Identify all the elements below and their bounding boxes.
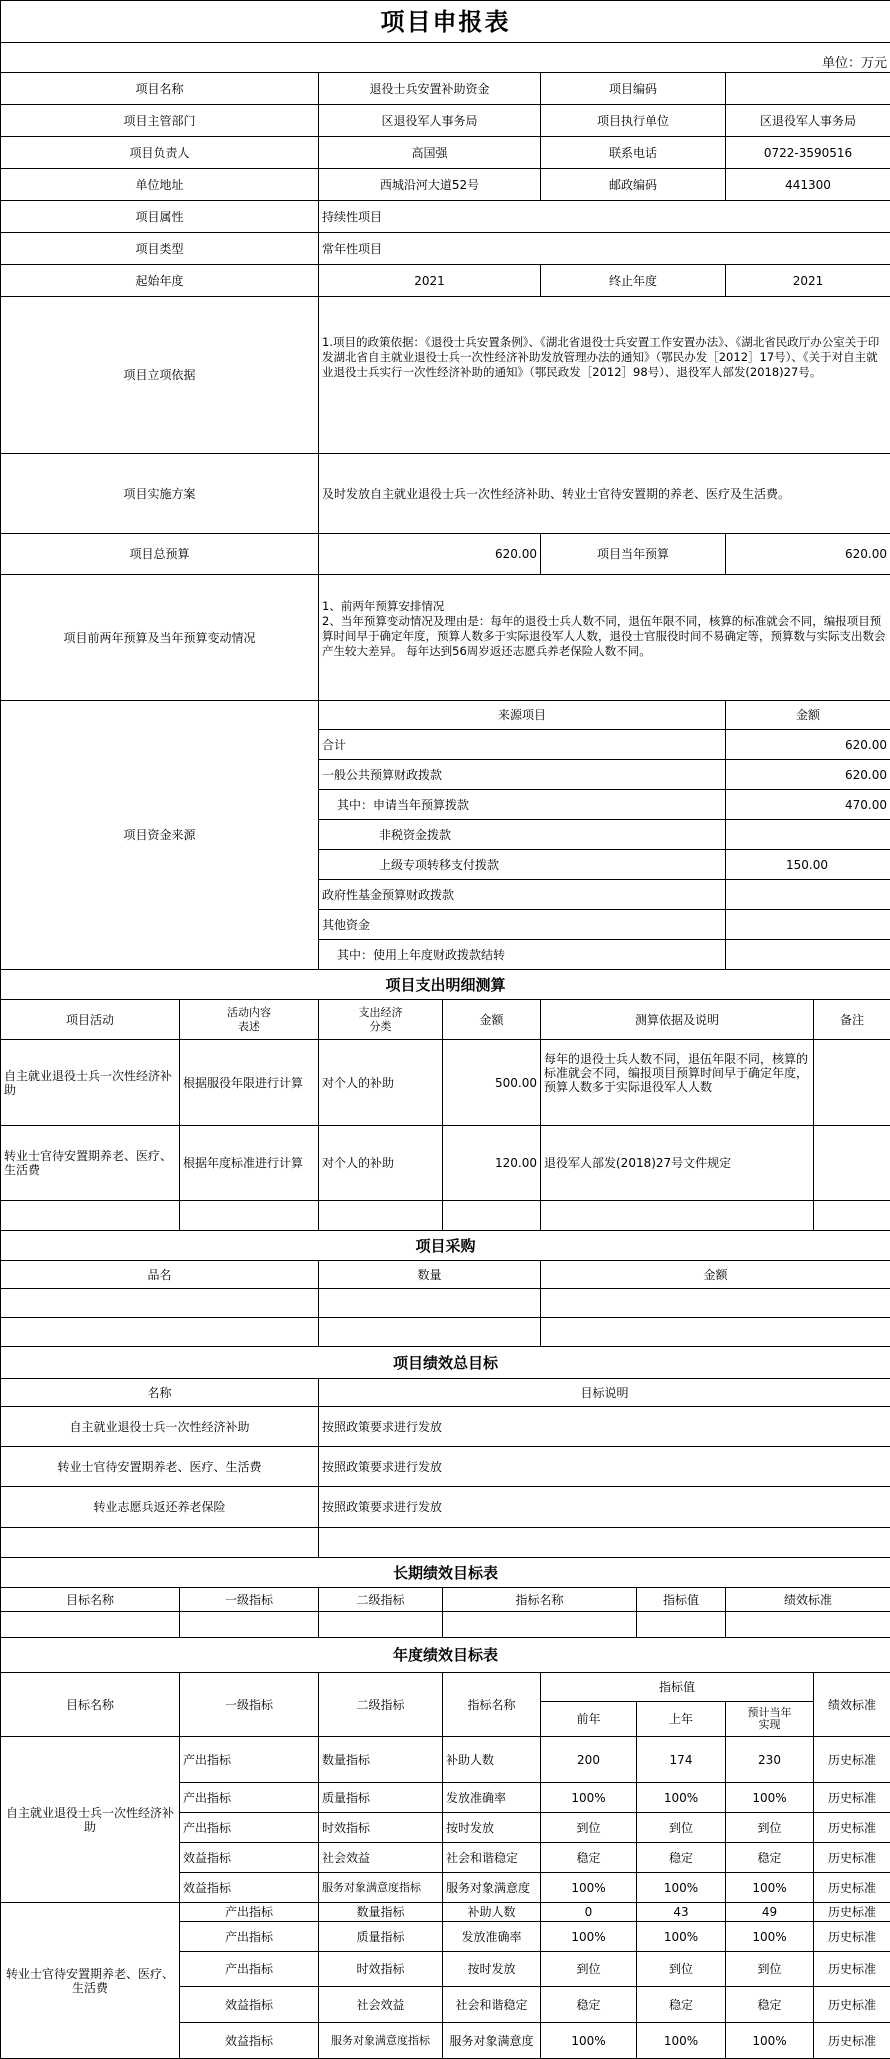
annual-row-curr: 100%	[726, 1922, 814, 1952]
annual-row-lvl1: 产出指标	[180, 1783, 319, 1813]
expense-section-title: 项目支出明细测算	[1, 970, 890, 1000]
annual-row-lvl2: 质量指标	[319, 1783, 443, 1813]
overall-goal-row-name: 转业志愿兵返还养老保险	[1, 1487, 319, 1528]
funding-amount-header: 金额	[726, 701, 890, 730]
overall-goal-section-title: 项目绩效总目标	[1, 1347, 890, 1379]
long-term-empty-cell	[726, 1612, 890, 1638]
annual-row-prev1: 43	[637, 1903, 726, 1922]
project-code-label: 项目编码	[541, 73, 726, 105]
annual-row-prev2: 到位	[541, 1952, 637, 1987]
annual-row-std: 历史标准	[814, 2023, 890, 2059]
funding-row-amount	[726, 940, 890, 970]
expense-header-note: 备注	[814, 1000, 890, 1040]
expense-row-basis: 退役军人部发(2018)27号文件规定	[541, 1126, 814, 1201]
funding-row-name: 非税资金拨款	[319, 820, 726, 850]
overall-goal-row-desc: 按照政策要求进行发放	[319, 1447, 890, 1487]
annual-row-lvl1: 产出指标	[180, 1952, 319, 1987]
procurement-empty-cell	[1, 1318, 319, 1347]
annual-row-prev2: 100%	[541, 1922, 637, 1952]
overall-goal-empty-cell	[1, 1528, 319, 1558]
long-term-empty-cell	[443, 1612, 637, 1638]
annual-row-prev1: 稳定	[637, 1843, 726, 1873]
expense-empty-cell	[319, 1201, 443, 1231]
annual-row-name: 补助人数	[443, 1903, 541, 1922]
annual-row-prev2: 200	[541, 1737, 637, 1783]
leader-value: 高国强	[319, 137, 541, 169]
annual-row-name: 社会和谐稳定	[443, 1843, 541, 1873]
overall-goal-row-name: 转业士官待安置期养老、医疗、生活费	[1, 1447, 319, 1487]
annual-header-curr: 预计当年 实现	[726, 1702, 814, 1737]
expense-row-amount: 500.00	[443, 1040, 541, 1126]
long-term-header: 一级指标	[180, 1588, 319, 1612]
procurement-header-qty: 数量	[319, 1261, 541, 1289]
annual-row-lvl2: 社会效益	[319, 1843, 443, 1873]
annual-row-lvl2: 时效指标	[319, 1952, 443, 1987]
annual-row-prev1: 100%	[637, 1873, 726, 1903]
annual-row-curr: 230	[726, 1737, 814, 1783]
unit-label: 单位：万元	[1, 43, 890, 73]
annual-row-lvl2: 服务对象满意度指标	[319, 1873, 443, 1903]
annual-row-prev2: 到位	[541, 1813, 637, 1843]
basis-label: 项目立项依据	[1, 297, 319, 454]
plan-label: 项目实施方案	[1, 454, 319, 534]
funding-row-amount	[726, 910, 890, 940]
annual-row-name: 社会和谐稳定	[443, 1987, 541, 2023]
long-term-header: 二级指标	[319, 1588, 443, 1612]
annual-row-std: 历史标准	[814, 1843, 890, 1873]
overall-goal-header-name: 名称	[1, 1379, 319, 1407]
annual-row-name: 按时发放	[443, 1813, 541, 1843]
funding-row-name: 合计	[319, 730, 726, 760]
annual-header-name: 指标名称	[443, 1673, 541, 1737]
leader-label: 项目负责人	[1, 137, 319, 169]
expense-header-amount: 金额	[443, 1000, 541, 1040]
overall-goal-row-desc: 按照政策要求进行发放	[319, 1487, 890, 1528]
annual-header-value: 指标值	[541, 1673, 814, 1702]
funding-row-amount	[726, 820, 890, 850]
annual-row-name: 发放准确率	[443, 1783, 541, 1813]
start-year-label: 起始年度	[1, 265, 319, 297]
annual-row-lvl1: 产出指标	[180, 1813, 319, 1843]
annual-header-prev1: 上年	[637, 1702, 726, 1737]
annual-row-std: 历史标准	[814, 1873, 890, 1903]
address-label: 单位地址	[1, 169, 319, 201]
expense-header-activity: 项目活动	[1, 1000, 180, 1040]
project-name-label: 项目名称	[1, 73, 319, 105]
form-title: 项目申报表	[1, 1, 890, 43]
annual-row-curr: 稳定	[726, 1987, 814, 2023]
expense-empty-cell	[443, 1201, 541, 1231]
expense-row-note	[814, 1040, 890, 1126]
long-term-section-title: 长期绩效目标表	[1, 1558, 890, 1588]
expense-row-category: 对个人的补助	[319, 1126, 443, 1201]
annual-row-prev1: 稳定	[637, 1987, 726, 2023]
year-budget-label: 项目当年预算	[541, 534, 726, 575]
annual-row-name: 补助人数	[443, 1737, 541, 1783]
funding-row-name: 上级专项转移支付拨款	[319, 850, 726, 880]
annual-row-curr: 100%	[726, 1783, 814, 1813]
long-term-empty-cell	[180, 1612, 319, 1638]
address-value: 西城沿河大道52号	[319, 169, 541, 201]
annual-row-prev1: 到位	[637, 1952, 726, 1987]
expense-row-content: 根据服役年限进行计算	[180, 1040, 319, 1126]
annual-row-name: 服务对象满意度	[443, 2023, 541, 2059]
budget-change-label: 项目前两年预算及当年预算变动情况	[1, 575, 319, 701]
funding-label: 项目资金来源	[1, 701, 319, 970]
overall-goal-empty-cell	[319, 1528, 890, 1558]
funding-source-header: 来源项目	[319, 701, 726, 730]
expense-row-activity: 自主就业退役士兵一次性经济补助	[1, 1040, 180, 1126]
overall-goal-header-desc: 目标说明	[319, 1379, 890, 1407]
annual-row-name: 服务对象满意度	[443, 1873, 541, 1903]
annual-row-curr: 100%	[726, 2023, 814, 2059]
funding-row-name: 其中：申请当年预算拨款	[319, 790, 726, 820]
exec-unit-value: 区退役军人事务局	[726, 105, 890, 137]
annual-row-std: 历史标准	[814, 1987, 890, 2023]
type-value: 常年性项目	[319, 233, 890, 265]
budget-change-line2: 2、当年预算变动情况及理由是：每年的退役士兵人数不同，退伍年限不同，核算的标准就会不同，编报项目预算时间早于确定年度，预算人数多于实际退役军人人数，退役士官服役时间不易确定等，预算数与实际支出数会产生较大差异。 每年达到56周岁返还志愿兵养老保险人数不同。	[322, 614, 887, 659]
annual-row-lvl2: 社会效益	[319, 1987, 443, 2023]
expense-empty-cell	[814, 1201, 890, 1231]
annual-row-curr: 稳定	[726, 1843, 814, 1873]
procurement-section-title: 项目采购	[1, 1231, 890, 1261]
annual-row-lvl2: 服务对象满意度指标	[319, 2023, 443, 2059]
budget-change-value	[319, 575, 890, 701]
annual-row-lvl1: 效益指标	[180, 1873, 319, 1903]
attr-value: 持续性项目	[319, 201, 890, 233]
long-term-empty-cell	[319, 1612, 443, 1638]
basis-value: 1.项目的政策依据：《退役士兵安置条例》、《湖北省退役士兵安置工作安置办法》、《湖北省民政厅办公室关于印发湖北省自主就业退役士兵一次性经济补助发放管理办法的通知》（鄂民办发［2012］17号）、《关于对自主就业退役士兵实行一次性经济补助的通知》（鄂民政发［2012］98号）、退役军人部发(2018)27号。	[319, 297, 890, 454]
annual-row-lvl2: 质量指标	[319, 1922, 443, 1952]
end-year-label: 终止年度	[541, 265, 726, 297]
expense-row-category: 对个人的补助	[319, 1040, 443, 1126]
budget-change-line1: 1、前两年预算安排情况	[322, 599, 887, 614]
procurement-header-amount: 金额	[541, 1261, 890, 1289]
annual-row-curr: 到位	[726, 1952, 814, 1987]
exec-unit-label: 项目执行单位	[541, 105, 726, 137]
procurement-empty-cell	[541, 1318, 890, 1347]
annual-row-prev1: 174	[637, 1737, 726, 1783]
expense-header-content: 活动内容 表述	[180, 1000, 319, 1040]
long-term-header: 目标名称	[1, 1588, 180, 1612]
annual-row-std: 历史标准	[814, 1737, 890, 1783]
end-year-value: 2021	[726, 265, 890, 297]
procurement-header-name: 品名	[1, 1261, 319, 1289]
annual-goal-name: 转业士官待安置期养老、医疗、生活费	[1, 1903, 180, 2059]
annual-row-prev1: 100%	[637, 1922, 726, 1952]
annual-section-title: 年度绩效目标表	[1, 1638, 890, 1673]
annual-header-std: 绩效标准	[814, 1673, 890, 1737]
annual-row-prev2: 稳定	[541, 1987, 637, 2023]
expense-row-basis: 每年的退役士兵人数不同，退伍年限不同，核算的标准就会不同，编报项目预算时间早于确定年度，预算人数多于实际退役军人人数	[541, 1040, 814, 1126]
annual-row-prev2: 100%	[541, 1873, 637, 1903]
annual-row-std: 历史标准	[814, 1922, 890, 1952]
overall-goal-row-name: 自主就业退役士兵一次性经济补助	[1, 1407, 319, 1447]
annual-row-lvl1: 产出指标	[180, 1903, 319, 1922]
annual-row-lvl1: 产出指标	[180, 1922, 319, 1952]
total-budget-label: 项目总预算	[1, 534, 319, 575]
annual-row-std: 历史标准	[814, 1813, 890, 1843]
annual-row-lvl1: 产出指标	[180, 1737, 319, 1783]
annual-row-lvl1: 效益指标	[180, 1987, 319, 2023]
procurement-empty-cell	[1, 1289, 319, 1318]
start-year-value: 2021	[319, 265, 541, 297]
postcode-label: 邮政编码	[541, 169, 726, 201]
annual-row-curr: 49	[726, 1903, 814, 1922]
funding-row-name: 其他资金	[319, 910, 726, 940]
expense-row-amount: 120.00	[443, 1126, 541, 1201]
phone-label: 联系电话	[541, 137, 726, 169]
annual-header-lvl2: 二级指标	[319, 1673, 443, 1737]
annual-row-prev2: 100%	[541, 2023, 637, 2059]
project-code-value	[726, 73, 890, 105]
expense-row-content: 根据年度标准进行计算	[180, 1126, 319, 1201]
annual-row-std: 历史标准	[814, 1952, 890, 1987]
annual-row-prev1: 100%	[637, 1783, 726, 1813]
annual-row-lvl1: 效益指标	[180, 2023, 319, 2059]
long-term-header: 指标名称	[443, 1588, 637, 1612]
expense-header-basis: 测算依据及说明	[541, 1000, 814, 1040]
annual-row-curr: 100%	[726, 1873, 814, 1903]
long-term-header: 指标值	[637, 1588, 726, 1612]
annual-row-prev2: 0	[541, 1903, 637, 1922]
annual-header-lvl1: 一级指标	[180, 1673, 319, 1737]
procurement-empty-cell	[319, 1318, 541, 1347]
dept-label: 项目主管部门	[1, 105, 319, 137]
annual-row-name: 发放准确率	[443, 1922, 541, 1952]
attr-label: 项目属性	[1, 201, 319, 233]
funding-row-name: 其中：使用上年度财政拨款结转	[319, 940, 726, 970]
expense-empty-cell	[541, 1201, 814, 1231]
annual-row-lvl1: 效益指标	[180, 1843, 319, 1873]
postcode-value: 441300	[726, 169, 890, 201]
type-label: 项目类型	[1, 233, 319, 265]
annual-row-prev1: 到位	[637, 1813, 726, 1843]
annual-row-lvl2: 数量指标	[319, 1737, 443, 1783]
funding-row-amount	[726, 880, 890, 910]
phone-value: 0722-3590516	[726, 137, 890, 169]
funding-row-name: 政府性基金预算财政拨款	[319, 880, 726, 910]
expense-row-activity: 转业士官待安置期养老、医疗、生活费	[1, 1126, 180, 1201]
long-term-empty-cell	[1, 1612, 180, 1638]
expense-header-category: 支出经济 分类	[319, 1000, 443, 1040]
annual-row-prev1: 100%	[637, 2023, 726, 2059]
project-name-value: 退役士兵安置补助资金	[319, 73, 541, 105]
total-budget-value: 620.00	[319, 534, 541, 575]
funding-row-name: 一般公共预算财政拨款	[319, 760, 726, 790]
funding-row-amount: 470.00	[726, 790, 890, 820]
annual-header-goal: 目标名称	[1, 1673, 180, 1737]
expense-empty-cell	[1, 1201, 180, 1231]
annual-row-lvl2: 时效指标	[319, 1813, 443, 1843]
funding-row-amount: 620.00	[726, 760, 890, 790]
funding-row-amount: 150.00	[726, 850, 890, 880]
annual-row-std: 历史标准	[814, 1903, 890, 1922]
annual-row-curr: 到位	[726, 1813, 814, 1843]
funding-row-amount: 620.00	[726, 730, 890, 760]
dept-value: 区退役军人事务局	[319, 105, 541, 137]
plan-value: 及时发放自主就业退役士兵一次性经济补助、转业士官待安置期的养老、医疗及生活费。	[319, 454, 890, 534]
annual-row-prev2: 稳定	[541, 1843, 637, 1873]
annual-row-prev2: 100%	[541, 1783, 637, 1813]
expense-empty-cell	[180, 1201, 319, 1231]
expense-row-note	[814, 1126, 890, 1201]
procurement-empty-cell	[319, 1289, 541, 1318]
procurement-empty-cell	[541, 1289, 890, 1318]
annual-row-std: 历史标准	[814, 1783, 890, 1813]
year-budget-value: 620.00	[726, 534, 890, 575]
annual-goal-name: 自主就业退役士兵一次性经济补助	[1, 1737, 180, 1903]
overall-goal-row-desc: 按照政策要求进行发放	[319, 1407, 890, 1447]
long-term-header: 绩效标准	[726, 1588, 890, 1612]
annual-row-name: 按时发放	[443, 1952, 541, 1987]
long-term-empty-cell	[637, 1612, 726, 1638]
annual-row-lvl2: 数量指标	[319, 1903, 443, 1922]
annual-header-prev2: 前年	[541, 1702, 637, 1737]
